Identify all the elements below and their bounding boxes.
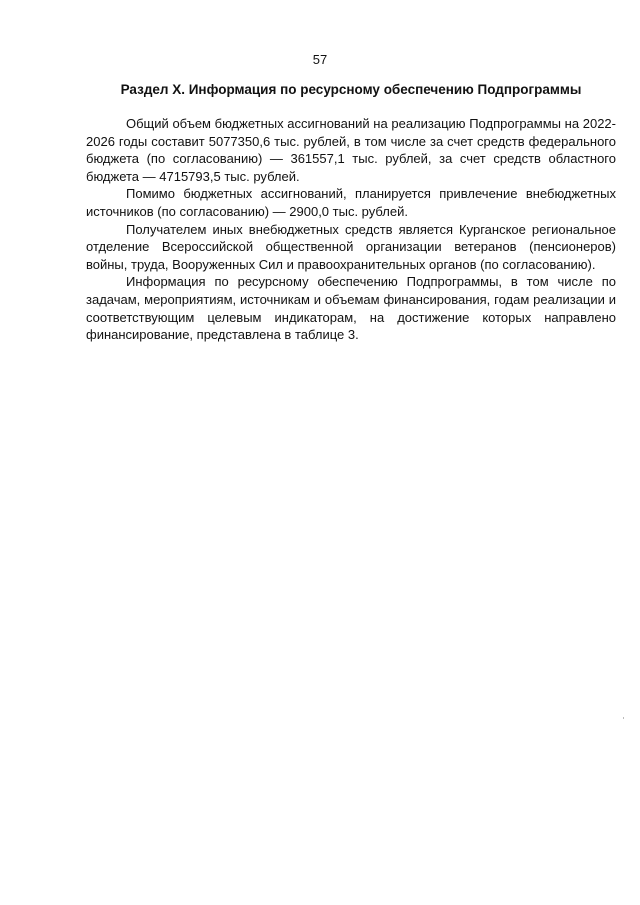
scan-artifact: [623, 717, 624, 719]
page-number: 57: [312, 52, 328, 67]
section-body: [86, 115, 616, 344]
paragraph-budget-total: Общий объем бюджетных ассигнований на реализацию Подпрограммы на 2022-2026 годы составит 5077350,6 тыс. рублей, в том числе за счет средств федерального бюджета (по согласованию) — 361557,1 тыс. рублей, за счет средств областного бюджета — 4715793,5 тыс. рублей.: [86, 116, 616, 184]
paragraph-funds-recipient: Получателем иных внебюджетных средств является Курганское региональное отделение Всероссийской общественной организации ветеранов (пенсионеров) войны, труда, Вооруженных Сил и правоохранительных органов (по согласованию).: [86, 221, 616, 272]
section-title: Раздел X. Информация по ресурсному обеспечению Подпрограммы: [120, 82, 582, 97]
paragraph-table-reference: Информация по ресурсному обеспечению Подпрограммы, в том числе по задачам, мероприятиям, источникам и объемам финансирования, годам реализации и соответствующим целевым индикаторам, на достижение которых направлено финансирование, представлена в таблице 3.: [86, 274, 616, 343]
paragraph-extrabudgetary-sources: Помимо бюджетных ассигнований, планируется привлечение внебюджетных источников (по согласованию) — 2900,0 тыс. рублей.: [86, 186, 616, 219]
